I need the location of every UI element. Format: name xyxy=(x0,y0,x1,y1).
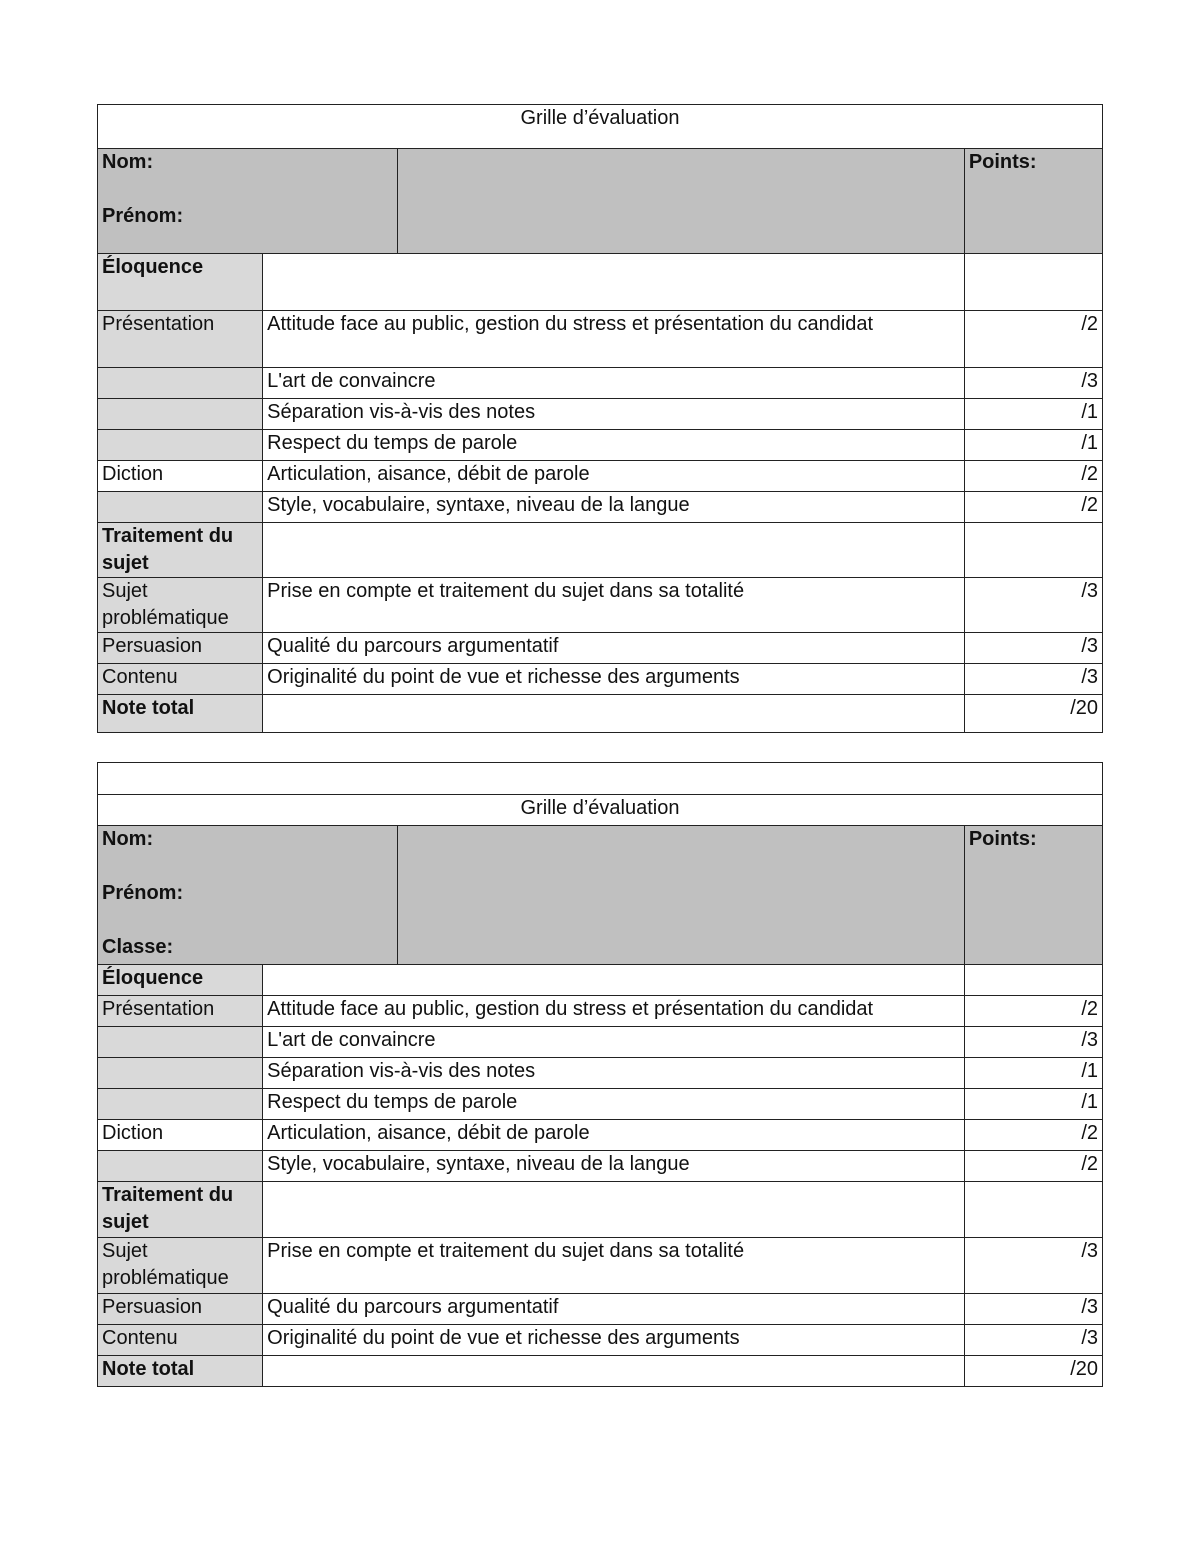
points-value[interactable]: /2 xyxy=(964,461,1102,492)
row-label: Diction xyxy=(98,461,263,492)
name-field[interactable] xyxy=(398,826,965,965)
row-label xyxy=(98,1238,263,1294)
nom-label: Nom: xyxy=(102,828,154,850)
section-traitement xyxy=(98,523,263,578)
points-value[interactable]: /1 xyxy=(964,1089,1102,1120)
note-total-blank xyxy=(263,695,965,733)
criterion: Qualité du parcours argumentatif xyxy=(263,633,965,664)
note-total-blank xyxy=(263,1356,965,1387)
evaluation-grid-2 xyxy=(97,762,1103,1387)
criterion: Respect du temps de parole xyxy=(263,430,965,461)
criterion: Qualité du parcours argumentatif xyxy=(263,1294,965,1325)
row-label xyxy=(98,1089,263,1120)
table-row xyxy=(98,1238,1103,1294)
prenom-label: Prénom: xyxy=(102,882,184,904)
grid-title: Grille d’évaluation xyxy=(98,795,1103,826)
criterion: L'art de convaincre xyxy=(263,368,965,399)
criterion: Style, vocabulaire, syntaxe, niveau de la langue xyxy=(263,492,965,523)
table-row xyxy=(98,996,1103,1027)
name-field[interactable] xyxy=(398,149,965,254)
table-row xyxy=(98,664,1103,695)
criterion: Attitude face au public, gestion du stress et présentation du candidat xyxy=(263,996,965,1027)
criterion: Style, vocabulaire, syntaxe, niveau de la langue xyxy=(263,1151,965,1182)
row-label xyxy=(98,430,263,461)
points-value[interactable]: /1 xyxy=(964,430,1102,461)
criterion: Respect du temps de parole xyxy=(263,1089,965,1120)
table-row xyxy=(98,368,1103,399)
points-value[interactable]: /3 xyxy=(964,633,1102,664)
row-label-line2: problématique xyxy=(102,607,229,629)
row-label xyxy=(98,368,263,399)
table-row xyxy=(98,1027,1103,1058)
points-value[interactable]: /3 xyxy=(964,664,1102,695)
row-label: Présentation xyxy=(98,996,263,1027)
table-row xyxy=(98,1151,1103,1182)
row-label-line1: Sujet xyxy=(102,580,148,602)
row-label: Présentation xyxy=(98,311,263,368)
table-row xyxy=(98,578,1103,633)
section-eloquence: Éloquence xyxy=(98,254,263,311)
classe-label: Classe: xyxy=(102,936,174,958)
table-row xyxy=(98,492,1103,523)
criterion: Articulation, aisance, débit de parole xyxy=(263,461,965,492)
points-value[interactable]: /2 xyxy=(964,492,1102,523)
section-traitement-points-blank xyxy=(964,1182,1102,1238)
table-row xyxy=(98,430,1103,461)
points-value[interactable]: /2 xyxy=(964,1120,1102,1151)
section-eloquence-blank xyxy=(263,254,965,311)
row-label: Persuasion xyxy=(98,1294,263,1325)
points-label: Points: xyxy=(964,826,1102,965)
grid-title: Grille d’évaluation xyxy=(98,105,1103,149)
total-points[interactable]: /20 xyxy=(964,695,1102,733)
row-label: Contenu xyxy=(98,664,263,695)
row-label-line2: problématique xyxy=(102,1267,229,1289)
criterion: Attitude face au public, gestion du stress et présentation du candidat xyxy=(263,311,965,368)
evaluation-grid-1 xyxy=(97,104,1103,733)
table-row xyxy=(98,311,1103,368)
section-eloquence-points-blank xyxy=(964,965,1102,996)
row-label xyxy=(98,492,263,523)
section-eloquence: Éloquence xyxy=(98,965,263,996)
criterion: Séparation vis-à-vis des notes xyxy=(263,1058,965,1089)
criterion: L'art de convaincre xyxy=(263,1027,965,1058)
name-label-cell xyxy=(98,149,398,254)
table-row xyxy=(98,1089,1103,1120)
section-traitement-line1: Traitement du xyxy=(102,1184,234,1206)
row-label xyxy=(98,1058,263,1089)
note-total-label: Note total xyxy=(98,1356,263,1387)
points-value[interactable]: /3 xyxy=(964,1238,1102,1294)
row-label: Diction xyxy=(98,1120,263,1151)
points-value[interactable]: /3 xyxy=(964,368,1102,399)
row-label xyxy=(98,399,263,430)
nom-label: Nom: xyxy=(102,151,154,173)
table-row xyxy=(98,1294,1103,1325)
criterion: Prise en compte et traitement du sujet dans sa totalité xyxy=(263,1238,965,1294)
criterion: Articulation, aisance, débit de parole xyxy=(263,1120,965,1151)
table-row xyxy=(98,399,1103,430)
criterion: Prise en compte et traitement du sujet dans sa totalité xyxy=(263,578,965,633)
points-value[interactable]: /2 xyxy=(964,311,1102,368)
section-traitement-line2: sujet xyxy=(102,552,149,574)
points-value[interactable]: /3 xyxy=(964,1294,1102,1325)
row-label xyxy=(98,1151,263,1182)
criterion: Originalité du point de vue et richesse des arguments xyxy=(263,1325,965,1356)
points-value[interactable]: /2 xyxy=(964,996,1102,1027)
criterion: Séparation vis-à-vis des notes xyxy=(263,399,965,430)
table-row xyxy=(98,1120,1103,1151)
points-value[interactable]: /1 xyxy=(964,399,1102,430)
section-traitement-points-blank xyxy=(964,523,1102,578)
note-total-label: Note total xyxy=(98,695,263,733)
table-row xyxy=(98,1325,1103,1356)
section-traitement-line2: sujet xyxy=(102,1211,149,1233)
section-traitement-line1: Traitement du xyxy=(102,525,234,547)
prenom-label: Prénom: xyxy=(102,205,184,227)
table-row xyxy=(98,461,1103,492)
row-label: Contenu xyxy=(98,1325,263,1356)
section-eloquence-points-blank xyxy=(964,254,1102,311)
points-value[interactable]: /3 xyxy=(964,578,1102,633)
row-label-line1: Sujet xyxy=(102,1240,148,1262)
points-value[interactable]: /2 xyxy=(964,1151,1102,1182)
criterion: Originalité du point de vue et richesse des arguments xyxy=(263,664,965,695)
section-traitement-blank xyxy=(263,523,965,578)
table-row xyxy=(98,633,1103,664)
blank-header-row xyxy=(98,763,1103,795)
row-label xyxy=(98,1027,263,1058)
section-traitement-blank xyxy=(263,1182,965,1238)
section-eloquence-blank xyxy=(263,965,965,996)
section-traitement xyxy=(98,1182,263,1238)
total-points[interactable]: /20 xyxy=(964,1356,1102,1387)
row-label: Persuasion xyxy=(98,633,263,664)
points-label: Points: xyxy=(964,149,1102,254)
points-value[interactable]: /3 xyxy=(964,1027,1102,1058)
row-label xyxy=(98,578,263,633)
name-label-cell xyxy=(98,826,398,965)
table-row xyxy=(98,1058,1103,1089)
points-value[interactable]: /3 xyxy=(964,1325,1102,1356)
points-value[interactable]: /1 xyxy=(964,1058,1102,1089)
